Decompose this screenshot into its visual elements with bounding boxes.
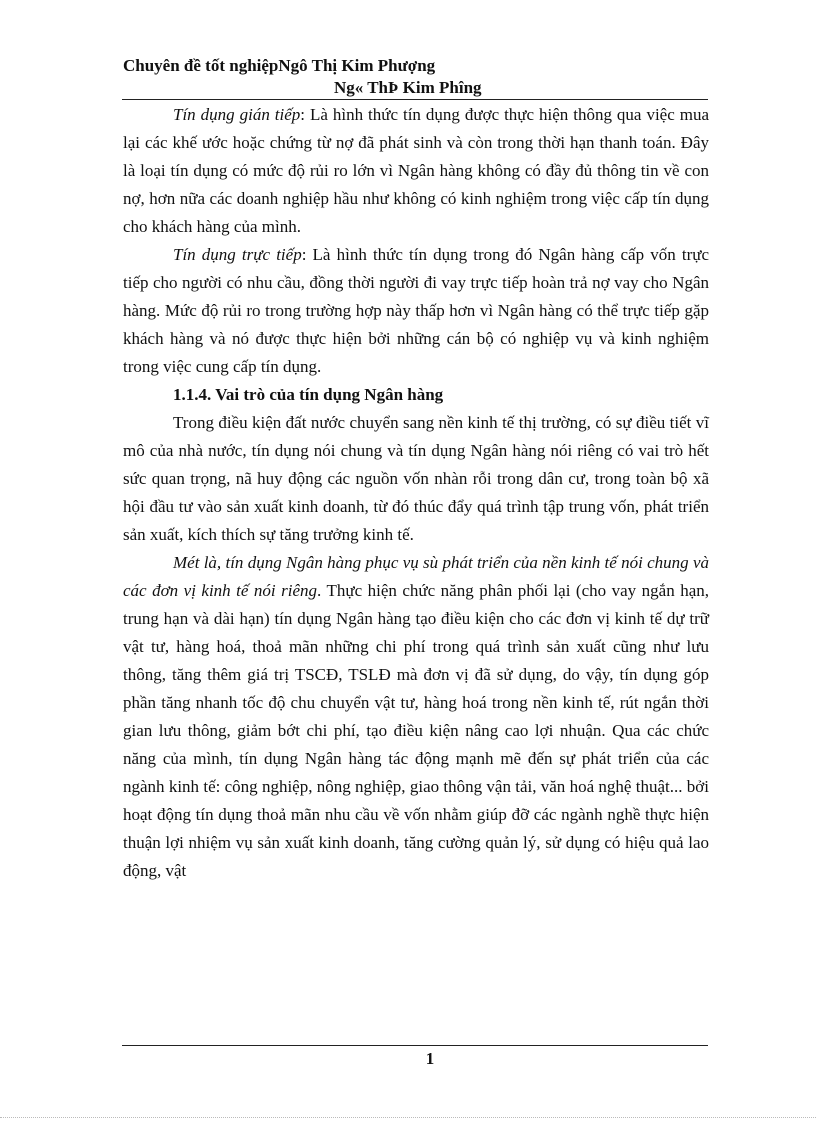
page-edge-dotted-line <box>0 1117 816 1118</box>
paragraph-role-intro: Trong điều kiện đất nước chuyển sang nền kinh tế thị trường, có sự điều tiết vĩ mô của nhà nước, tín dụng nói chung và tín dụng Ngân hàng nói riêng có vai trò hết sức quan trọng, nã huy động các nguồn vốn nhàn rỗi trong dân cư, trong toàn bộ xã hội đầu tư vào sản xuất kinh doanh, từ đó thúc đẩy quá trình tập trung vốn, phát triển sản xuất, kích thích sự tăng trưởng kinh tế. <box>123 413 709 544</box>
footer-rule <box>122 1045 708 1046</box>
paragraph-indirect-credit <box>123 101 709 241</box>
paragraph-text: . Thực hiện chức năng phân phối lại (cho vay ngắn hạn, trung hạn và dài hạn) tín dụng Ngân hàng tạo điều kiện cho các đơn vị kinh tế dự trữ vật tư, hàng hoá, thoả mãn những chi phí trong quá trình sản xuất cũng như lưu thông, tăng thêm giá trị TSCĐ, TSLĐ mà đơn vị đã sử dụng, do vậy, tín dụng góp phần tăng nhanh tốc độ chu chuyển vật tư, hàng hoá trong nền kinh tế, rút ngắn thời gian lưu thông, giảm bớt chi phí, tạo điều kiện nâng cao lợi nhuận. Qua các chức năng của mình, tín dụng Ngân hàng tác động mạnh mẽ đến sự phát triển của các ngành kinh tế: công nghiệp, nông nghiệp, giao thông vận tải, văn hoá nghệ thuật... bởi hoạt động tín dụng thoả mãn nhu cầu về vốn nhằm giúp đỡ các ngành nghề thực hiện thuận lợi nhiệm vụ sản xuất kinh doanh, tăng cường quản lý, sử dụng có hiệu quả lao động, vật <box>123 581 709 880</box>
first-role-lead: Mét là, tín dụng Ngân hàng phục vụ sù phát triển của nền kinh tế nói chung và các đơn vị kinh tế nói riêng <box>123 553 709 600</box>
term-direct-credit: Tín dụng trực tiếp <box>173 245 302 264</box>
paragraph-direct-credit <box>123 241 709 381</box>
header-rule <box>122 99 708 100</box>
paragraph-text: : Là hình thức tín dụng trong đó Ngân hàng cấp vốn trực tiếp cho người có nhu cầu, đồng thời người đi vay trực tiếp hoàn trả nợ vay cho Ngân hàng. Mức độ rủi ro trong trường hợp này thấp hơn vì Ngân hàng có thể trực tiếp gặp khách hàng và nó được thực hiện bởi những cán bộ có nghiệp vụ và kinh nghiệm trong việc cung cấp tín dụng. <box>123 245 709 376</box>
page-number: 1 <box>425 1049 435 1068</box>
term-indirect-credit: Tín dụng gián tiếp <box>173 105 301 124</box>
header-title: Chuyên đề tốt nghiệpNgô Thị Kim Phượng <box>123 56 436 75</box>
paragraph-first-role <box>123 549 709 885</box>
header-author: Ng« ThÞ Kim Phîng <box>334 78 482 97</box>
paragraph-text: : Là hình thức tín dụng được thực hiện thông qua việc mua lại các khế ước hoặc chứng từ nợ đã phát sinh và còn trong thời hạn thanh toán. Đây là loại tín dụng có mức độ rủi ro lớn vì Ngân hàng không có đầy đủ thông tin về con nợ, hơn nữa các doanh nghiệp hầu như không có kinh nghiệm trong việc cấp tín dụng cho khách hàng của mình. <box>123 105 709 236</box>
section-heading: 1.1.4. Vai trò của tín dụng Ngân hàng <box>173 385 444 404</box>
document-body <box>123 101 709 885</box>
